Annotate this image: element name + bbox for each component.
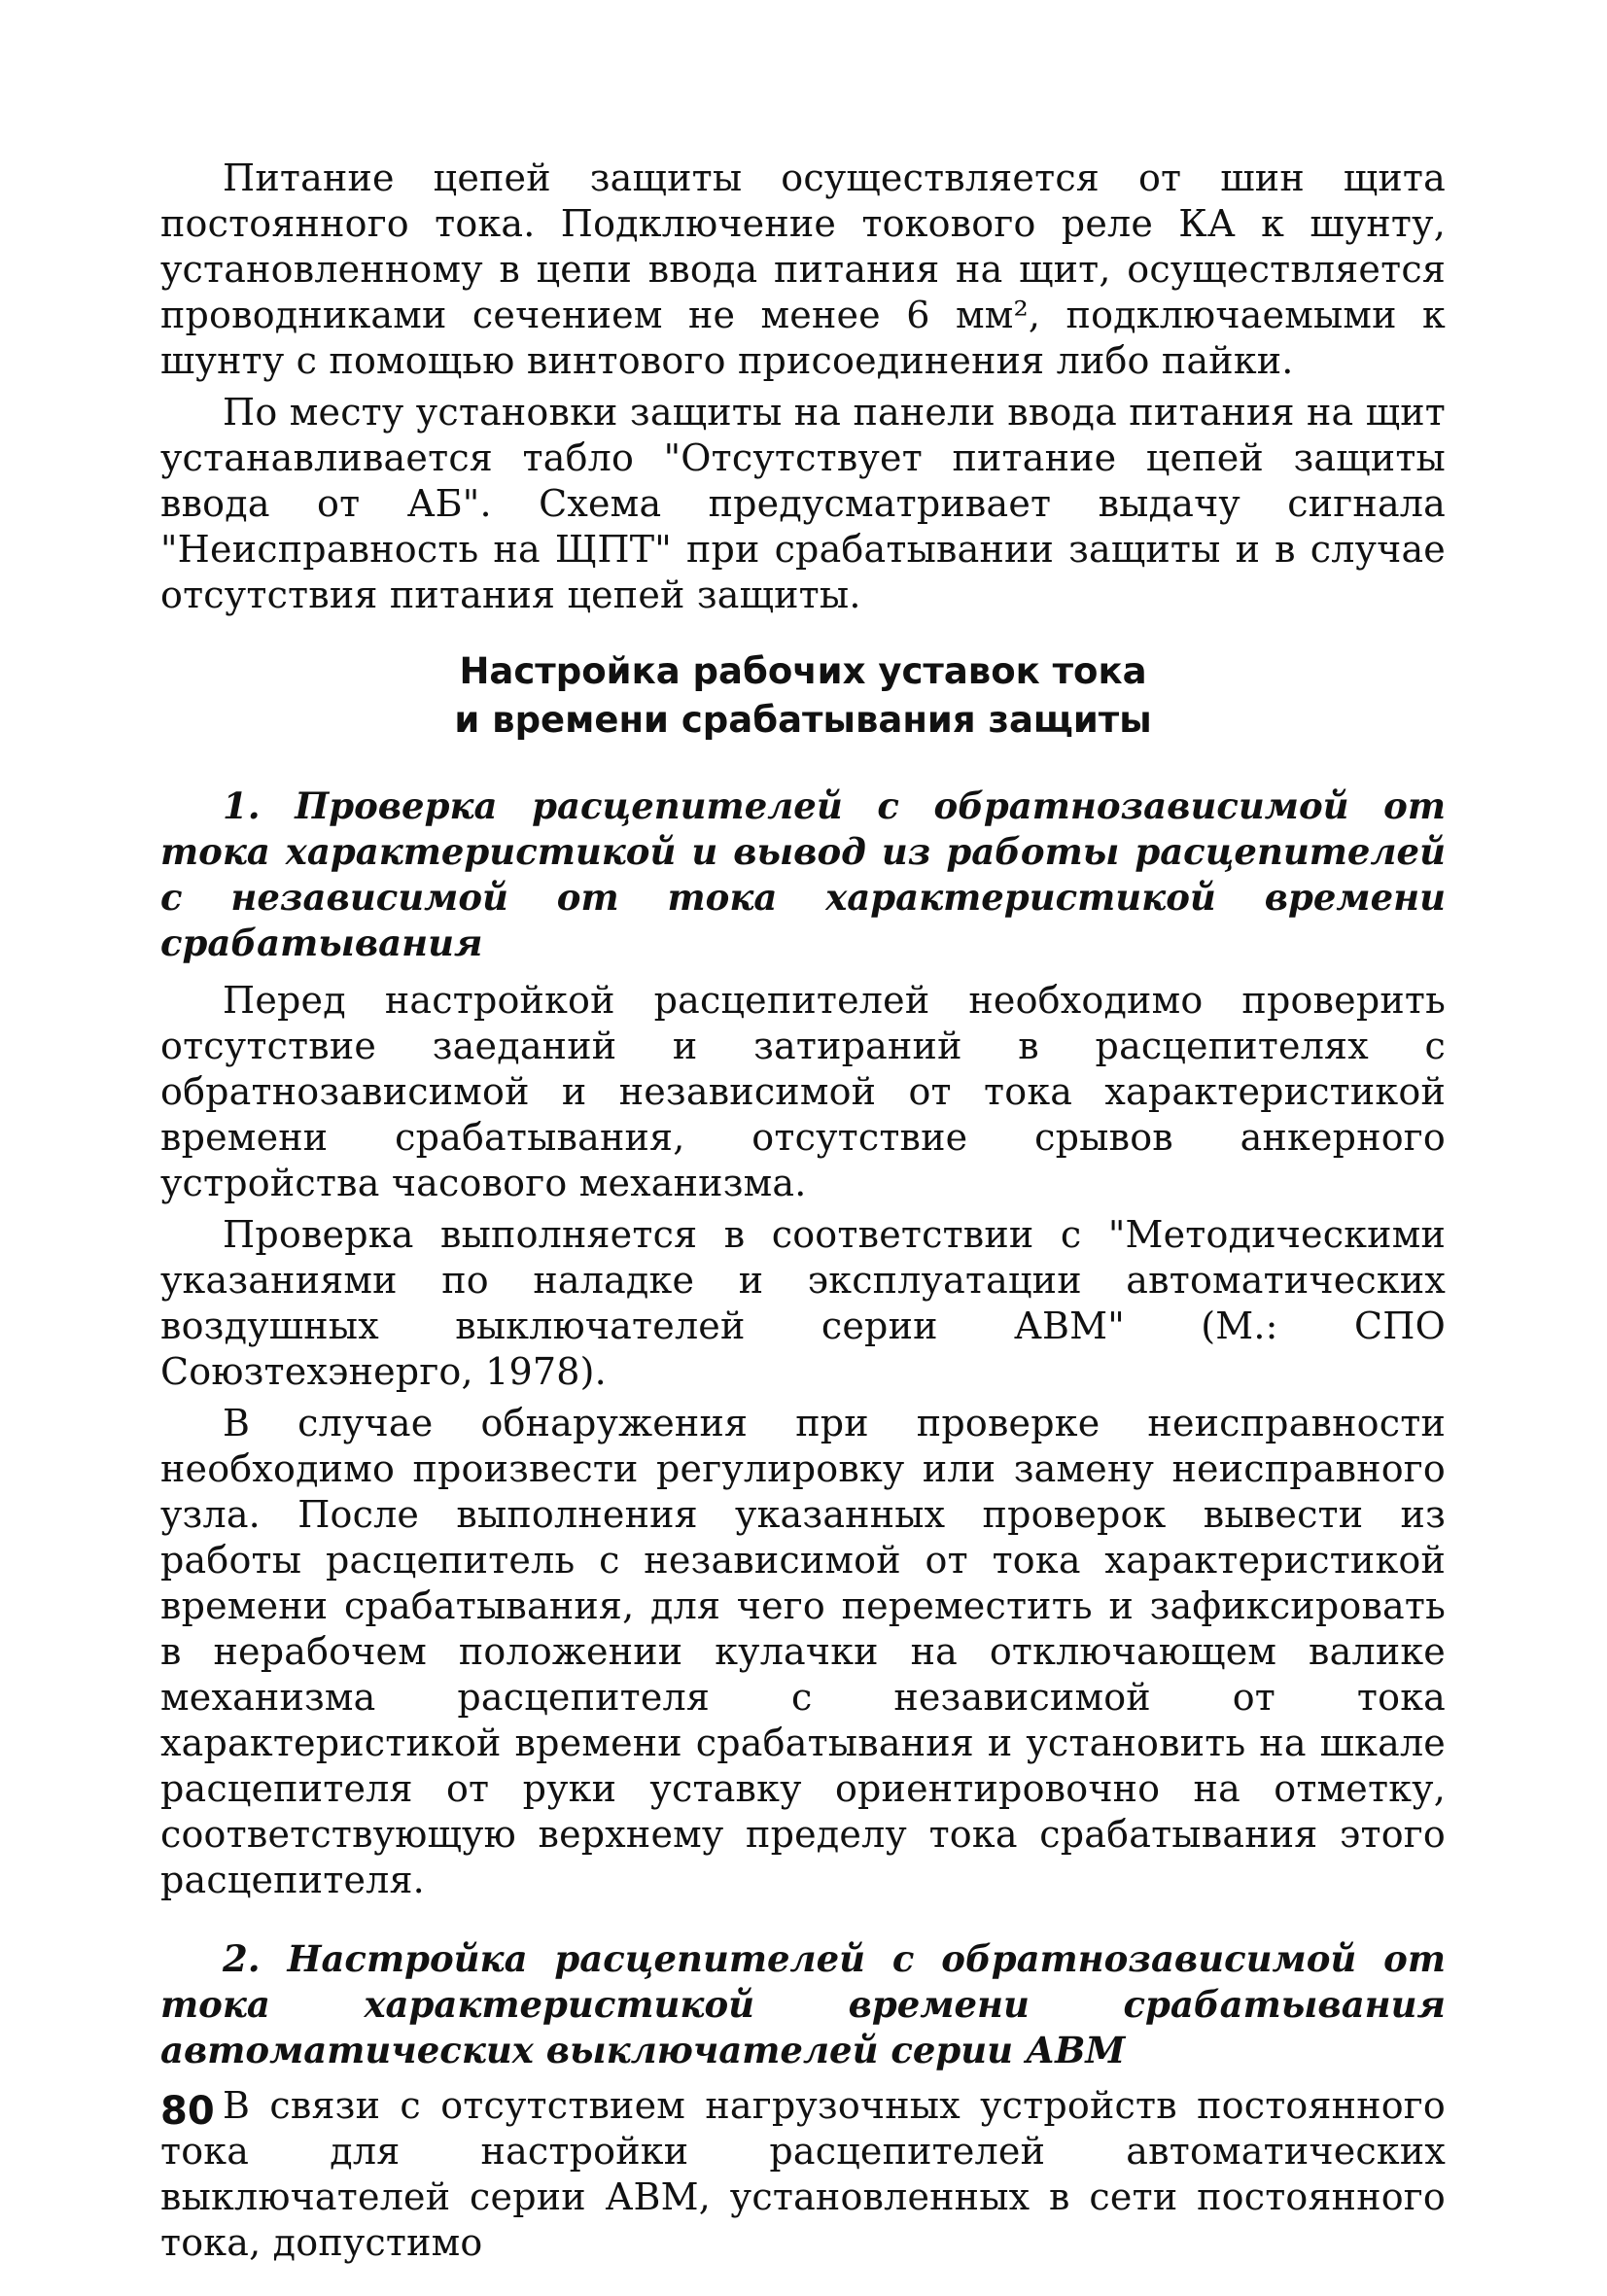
subheading-2: 2. Настройка расцепителей с обратнозависимой от тока характеристикой времени срабатывания автоматических выключателей серии АВМ bbox=[160, 1937, 1446, 2071]
paragraph-power-supply: Питание цепей защиты осуществляется от шин щита постоянного тока. Подключение токового реле КА к шунту, установленному в цепи ввода питания на щит, осуществляется проводниками сечением не менее 6 мм², подключаемыми к шунту с помощью винтового присоединения либо пайки. bbox=[160, 157, 1446, 382]
paragraph-fault-handling: В случае обнаружения при проверке неисправности необходимо произвести регулировку или замену неисправного узла. После выполнения указанных проверок вывести из работы расцепитель с независимой от тока характеристикой времени срабатывания, для чего переместить и зафиксировать в нерабочем положении кулачки на отключающем валике механизма расцепителя с независимой от тока характеристикой времени срабатывания и установить на шкале расцепителя от руки уставку ориентировочно на отметку, соответствующую верхнему пределу тока срабатывания этого расцепителя. bbox=[160, 1402, 1446, 1901]
paragraph-dc-load: В связи с отсутствием нагрузочных устройств постоянного тока для настройки расцепителей автоматических выключателей серии АВМ, установленных в сети постоянного тока, допустимо bbox=[160, 2084, 1446, 2264]
section-heading-line-2: и времени срабатывания защиты bbox=[454, 699, 1152, 741]
page-body bbox=[160, 156, 1446, 2266]
paragraph-check-reference: Проверка выполняется в соответствии с "Методическими указаниями по наладке и эксплуатации автоматических воздушных выключателей серии АВМ" (М.: СПО Союзтехэнерго, 1978). bbox=[160, 1213, 1446, 1393]
section-heading bbox=[160, 647, 1446, 745]
subheading-1: 1. Проверка расцепителей с обратнозависимой от тока характеристикой и вывод из работы расцепителей с независимой от тока характеристикой времени срабатывания bbox=[160, 784, 1446, 964]
paragraph-indicator-panel: По месту установки защиты на панели ввода питания на щит устанавливается табло "Отсутствует питание цепей защиты ввода от АБ". Схема предусматривает выдачу сигнала "Неисправность на ЩПТ" при срабатывании защиты и в случае отсутствия питания цепей защиты. bbox=[160, 391, 1446, 616]
section-heading-line-1: Настройка рабочих уставок тока bbox=[459, 650, 1147, 692]
page-number: 80 bbox=[160, 2089, 215, 2134]
paragraph-pre-check: Перед настройкой расцепителей необходимо проверить отсутствие заеданий и затираний в расцепителях с обратнозависимой и независимой от тока характеристикой времени срабатывания, отсутствие срывов анкерного устройства часового механизма. bbox=[160, 979, 1446, 1204]
